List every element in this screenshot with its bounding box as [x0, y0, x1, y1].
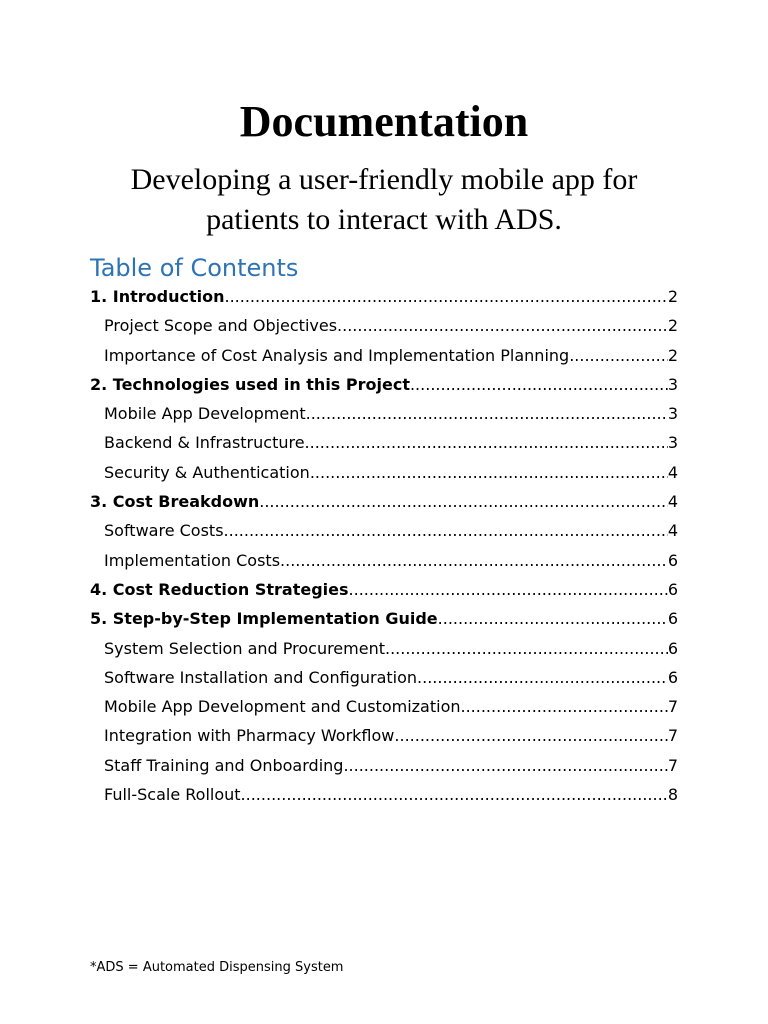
toc-entry-page: 6 — [667, 579, 678, 599]
toc-dot-leader — [310, 458, 668, 487]
toc-entry-label: Project Scope and Objectives — [104, 316, 338, 336]
toc-dot-leader — [337, 311, 668, 340]
toc-dot-leader — [349, 575, 668, 604]
toc-entry-label: Mobile App Development — [104, 404, 306, 424]
toc-entry-page: 6 — [667, 638, 678, 658]
toc-entry-label: Implementation Costs — [104, 550, 281, 570]
footnote: *ADS = Automated Dispensing System — [90, 960, 344, 975]
toc-entry-page: 6 — [667, 667, 678, 687]
toc-entry-technologies[interactable] — [90, 370, 678, 399]
toc-entry-page: 6 — [667, 550, 678, 570]
toc-dot-leader — [241, 780, 668, 809]
toc-entry-page: 3 — [667, 374, 678, 394]
table-of-contents — [90, 282, 678, 809]
toc-entry-cost-analysis-importance[interactable] — [90, 341, 678, 370]
toc-entry-page: 7 — [667, 726, 678, 746]
toc-entry-backend-infrastructure[interactable] — [90, 428, 678, 457]
toc-entry-page: 7 — [667, 755, 678, 775]
toc-entry-project-scope[interactable] — [90, 311, 678, 340]
toc-dot-leader — [280, 546, 668, 575]
toc-entry-label: 2. Technologies used in this Project — [90, 374, 410, 394]
toc-dot-leader — [224, 516, 668, 545]
toc-entry-label: Staff Training and Onboarding — [104, 755, 344, 775]
toc-entry-label: 1. Introduction — [90, 287, 225, 306]
toc-entry-page: 3 — [667, 433, 678, 453]
toc-dot-leader — [225, 282, 668, 311]
toc-entry-implementation-guide[interactable] — [90, 604, 678, 633]
toc-dot-leader — [410, 370, 668, 399]
document-subtitle: Developing a user-friendly mobile app for patients to interact with ADS. — [130, 163, 638, 236]
toc-heading: Table of Contents — [90, 254, 299, 282]
toc-dot-leader — [259, 487, 668, 516]
toc-entry-page: 6 — [667, 609, 678, 629]
toc-entry-security-authentication[interactable] — [90, 458, 678, 487]
toc-entry-label: System Selection and Procurement — [104, 638, 385, 658]
toc-dot-leader — [385, 634, 668, 663]
toc-entry-label: Importance of Cost Analysis and Implementation Planning — [104, 345, 570, 365]
toc-entry-mobile-app-development[interactable] — [90, 399, 678, 428]
toc-entry-full-scale-rollout[interactable] — [90, 780, 678, 809]
toc-dot-leader — [461, 692, 668, 721]
toc-entry-label: 3. Cost Breakdown — [90, 492, 260, 512]
toc-entry-page: 2 — [667, 345, 678, 365]
toc-entry-software-costs[interactable] — [90, 516, 678, 545]
toc-entry-label: Software Installation and Configuration — [104, 667, 418, 687]
toc-dot-leader — [569, 341, 668, 370]
toc-entry-page: 2 — [667, 287, 678, 306]
toc-dot-leader — [305, 428, 668, 457]
toc-entry-implementation-costs[interactable] — [90, 546, 678, 575]
toc-entry-system-selection[interactable] — [90, 634, 678, 663]
toc-entry-page: 4 — [667, 492, 678, 512]
toc-entry-software-installation[interactable] — [90, 663, 678, 692]
toc-entry-staff-training[interactable] — [90, 751, 678, 780]
toc-entry-label: Mobile App Development and Customization — [104, 697, 461, 717]
toc-entry-label: Integration with Pharmacy Workflow — [104, 726, 395, 746]
toc-entry-app-customization[interactable] — [90, 692, 678, 721]
toc-entry-label: Backend & Infrastructure — [104, 433, 305, 453]
toc-entry-page: 2 — [667, 316, 678, 336]
document-title: Documentation — [239, 97, 529, 146]
toc-entry-label: Software Costs — [104, 521, 224, 541]
toc-dot-leader — [343, 751, 667, 780]
toc-entry-page: 8 — [667, 785, 678, 805]
toc-entry-label: Security & Authentication — [104, 462, 310, 482]
toc-entry-page: 4 — [667, 462, 678, 482]
toc-entry-introduction[interactable] — [90, 282, 678, 311]
toc-dot-leader — [417, 663, 668, 692]
toc-dot-leader — [394, 721, 667, 750]
toc-entry-page: 7 — [667, 697, 678, 717]
toc-entry-label: 5. Step-by-Step Implementation Guide — [90, 609, 438, 629]
toc-entry-cost-breakdown[interactable] — [90, 487, 678, 516]
toc-entry-pharmacy-integration[interactable] — [90, 721, 678, 750]
toc-dot-leader — [438, 604, 668, 633]
toc-dot-leader — [306, 399, 668, 428]
toc-entry-page: 3 — [667, 404, 678, 424]
toc-entry-page: 4 — [667, 521, 678, 541]
toc-entry-label: Full-Scale Rollout — [104, 785, 241, 805]
toc-entry-cost-reduction[interactable] — [90, 575, 678, 604]
toc-entry-label: 4. Cost Reduction Strategies — [90, 579, 349, 599]
